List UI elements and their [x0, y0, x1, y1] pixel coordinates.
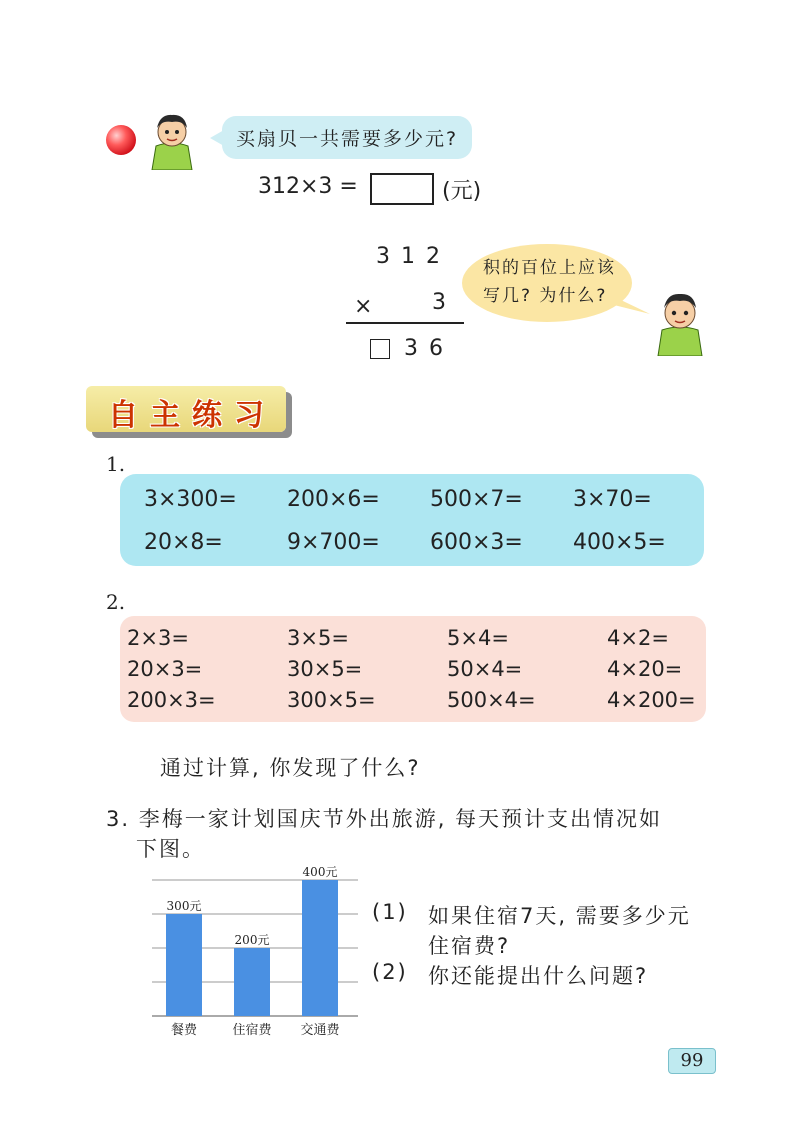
boy-character-2-icon [654, 288, 706, 356]
ex1-cell: 3×70= [573, 487, 652, 512]
ex2-cell: 300×5= [287, 688, 376, 712]
question-bubble [222, 116, 472, 159]
ex1-cell: 20×8= [144, 530, 223, 555]
ex2-cell: 200×3= [127, 688, 216, 712]
chart-value-label: 400元 [302, 865, 338, 879]
vertical-result-digits: 3 6 [404, 336, 445, 361]
ex2-cell: 4×2= [607, 626, 669, 650]
chart-category-label: 住宿费 [232, 1023, 272, 1038]
chart-value-label: 200元 [234, 933, 270, 947]
ex2-cell: 3×5= [287, 626, 349, 650]
question-bubble-text: 买扇贝一共需要多少元? [236, 128, 459, 150]
ex1-cell: 400×5= [573, 530, 666, 555]
page-number: 99 [668, 1048, 716, 1074]
subquestion-1-line1: 如果住宿7天, 需要多少元 [428, 904, 691, 928]
vertical-top-number: 3 1 2 [376, 244, 442, 269]
expense-bar-chart [140, 860, 370, 1045]
chart-category-label: 餐费 [170, 1023, 198, 1038]
boy-character-icon [148, 110, 196, 170]
thought-bubble-line2: 写几? 为什么? [483, 286, 608, 306]
exercise-2-question: 通过计算, 你发现了什么? [160, 756, 421, 780]
missing-digit-box[interactable] [370, 339, 390, 359]
ex2-cell: 500×4= [447, 688, 536, 712]
unit-label: (元) [442, 179, 482, 204]
vertical-times-sign: × [354, 294, 373, 319]
ex2-cell: 5×4= [447, 626, 509, 650]
ex1-cell: 3×300= [144, 487, 237, 512]
ex1-cell: 9×700= [287, 530, 380, 555]
chart-bar [166, 914, 202, 1016]
ex1-cell: 600×3= [430, 530, 523, 555]
ex1-cell: 200×6= [287, 487, 380, 512]
exercise-3-line2: 下图。 [136, 837, 205, 861]
subquestion-1-number: (1) [372, 900, 408, 924]
ex2-cell: 2×3= [127, 626, 189, 650]
ex2-cell: 20×3= [127, 657, 203, 681]
subquestion-2-number: (2) [372, 960, 408, 984]
thought-bubble-line1: 积的百位上应该 [483, 258, 616, 278]
section-title: 自主练习 [108, 398, 276, 433]
ex2-cell: 30×5= [287, 657, 363, 681]
chart-bar [234, 948, 270, 1016]
chart-bar [302, 880, 338, 1016]
ex2-cell: 4×20= [607, 657, 683, 681]
bullet-ball-icon [106, 125, 136, 155]
vertical-multiplier: 3 [432, 290, 446, 315]
ex2-cell: 50×4= [447, 657, 523, 681]
exercise-2-number: 2. [106, 590, 126, 614]
chart-value-label: 300元 [166, 899, 202, 913]
intro-equation: 312×3 = [258, 174, 358, 199]
exercise-3-line1: 3. 李梅一家计划国庆节外出旅游, 每天预计支出情况如 [106, 807, 663, 831]
chart-category-label: 交通费 [300, 1023, 340, 1038]
answer-box[interactable] [370, 173, 434, 205]
exercise-1-number: 1. [106, 452, 126, 476]
ex2-cell: 4×200= [607, 688, 696, 712]
subquestion-1-line2: 住宿费? [428, 934, 511, 958]
subquestion-2-text: 你还能提出什么问题? [428, 964, 649, 988]
vertical-rule [346, 322, 464, 324]
ex1-cell: 500×7= [430, 487, 523, 512]
